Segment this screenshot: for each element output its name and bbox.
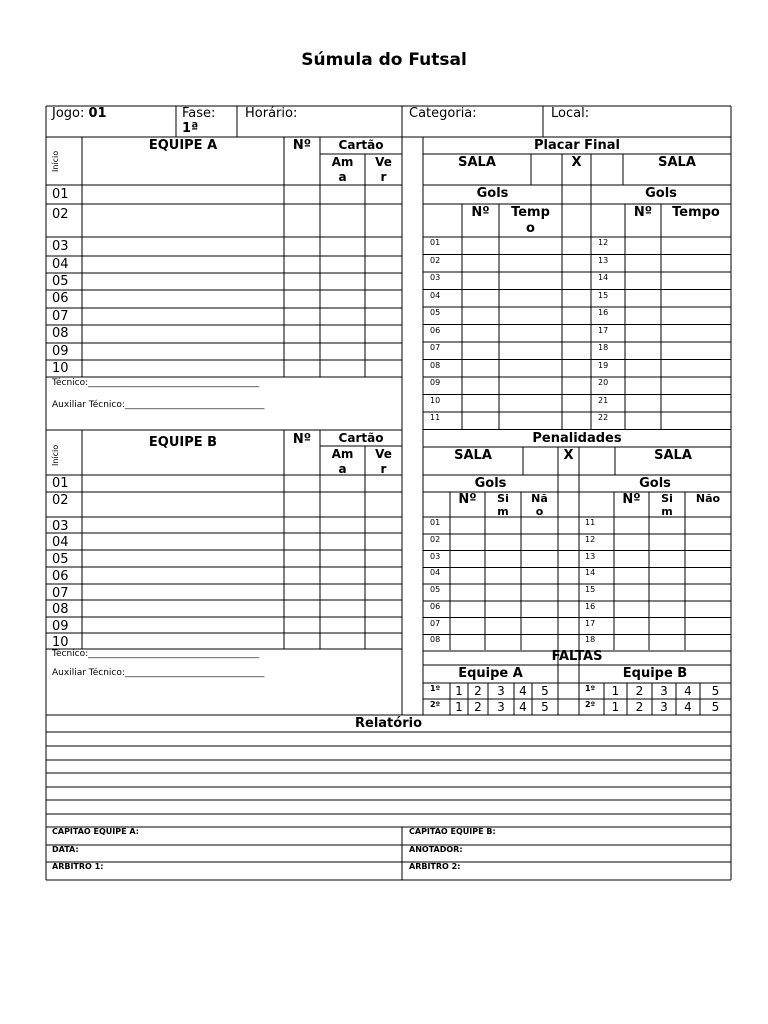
relatorio-title: Relatório	[355, 716, 422, 731]
faltas-box-team-b[interactable]: 3	[660, 684, 668, 698]
team-a-amarelo-header-2: a	[338, 170, 347, 184]
faltas-box-team-a[interactable]: 2	[474, 684, 482, 698]
penalty-row-left: 03	[430, 551, 441, 561]
placar-goal-row-right: 19	[598, 360, 609, 370]
penalty-row-right: 13	[585, 551, 596, 561]
placar-num-header-right: Nº	[633, 205, 653, 220]
placar-goal-row-left: 02	[430, 255, 441, 265]
penalidades-nao-header-left-2: o	[535, 505, 544, 518]
team-a-vermelho-header-2: r	[380, 170, 387, 184]
team-b-name: EQUIPE B	[148, 435, 218, 450]
arbitro-1-field[interactable]: ÁRBITRO 1:	[52, 862, 104, 871]
team-b-inicio-label: Início	[51, 444, 60, 466]
team-a-auxiliar-field[interactable]: Auxiliar Técnico:_______________________________	[52, 400, 265, 410]
team-a-name: EQUIPE A	[148, 138, 218, 153]
faltas-box-team-b[interactable]: 5	[711, 700, 720, 714]
faltas-equipe-b: Equipe B	[622, 666, 688, 681]
penalty-row-left: 04	[430, 568, 441, 578]
placar-goal-row-left: 01	[430, 238, 441, 247]
faltas-box-team-a[interactable]: 3	[497, 684, 505, 698]
team-b-row-number: 04	[52, 535, 69, 550]
categoria-field[interactable]: Categoria:	[409, 106, 477, 121]
penalty-row-left: 08	[430, 635, 441, 645]
faltas-box-team-b[interactable]: 1	[611, 684, 620, 698]
faltas-box-team-a[interactable]: 5	[541, 700, 549, 714]
penalty-row-right: 11	[585, 518, 596, 527]
penalidades-sim-header-left: Si	[497, 492, 509, 505]
team-b-row-number: 10	[52, 635, 69, 650]
placar-goal-row-left: 05	[430, 308, 441, 317]
team-b-vermelho-header-2: r	[380, 462, 387, 476]
penalty-row-right: 14	[585, 568, 596, 578]
placar-goal-row-right: 21	[598, 395, 609, 405]
penalidades-sala-left: SALA	[454, 448, 492, 463]
team-b-row-number: 05	[52, 552, 69, 567]
faltas-box-team-a[interactable]: 4	[519, 684, 527, 698]
faltas-box-team-b[interactable]: 1	[611, 700, 620, 714]
placar-goal-row-left: 07	[430, 343, 441, 352]
penalidades-title: Penalidades	[532, 431, 622, 446]
placar-goal-row-right: 22	[598, 413, 609, 422]
faltas-period-label-b: 2º	[585, 700, 596, 709]
team-b-row-number: 03	[52, 519, 69, 534]
team-a-row-number: 02	[52, 207, 69, 222]
placar-goal-row-right: 13	[598, 255, 609, 265]
team-a-row-number: 08	[52, 326, 69, 341]
faltas-title: FALTAS	[551, 649, 603, 664]
faltas-box-team-a[interactable]: 1	[455, 700, 463, 714]
team-b-num-header: Nº	[292, 432, 312, 447]
horario-field[interactable]: Horário:	[245, 106, 298, 121]
team-a-row-number: 06	[52, 291, 69, 306]
team-b-row-number: 06	[52, 569, 69, 584]
team-a-row-number: 04	[52, 257, 69, 272]
team-a-row-number: 03	[52, 239, 69, 254]
jogo-value: 01	[88, 106, 107, 121]
penalty-row-right: 12	[585, 534, 596, 544]
faltas-box-team-a[interactable]: 3	[497, 700, 505, 714]
team-b-amarelo-header-2: a	[338, 462, 347, 476]
team-a-amarelo-header: Am	[331, 155, 354, 169]
local-field[interactable]: Local:	[551, 106, 590, 121]
placar-goal-row-left: 11	[430, 413, 441, 422]
faltas-box-team-a[interactable]: 2	[474, 700, 482, 714]
team-b-row-number: 01	[52, 476, 69, 491]
jogo-field[interactable]	[52, 107, 107, 120]
team-b-row-number: 07	[52, 586, 69, 601]
team-a-num-header: Nº	[292, 138, 312, 153]
faltas-period-label-a: 1º	[430, 684, 441, 693]
team-b-amarelo-header: Am	[331, 447, 354, 461]
penalidades-gols-right: Gols	[639, 476, 671, 491]
placar-goal-row-left: 10	[430, 395, 441, 405]
penalidades-sala-right: SALA	[654, 448, 692, 463]
placar-goal-row-left: 08	[430, 360, 441, 370]
page-title: Súmula do Futsal	[301, 50, 467, 70]
penalty-row-left: 05	[430, 585, 441, 594]
placar-tempo-header-left: Temp	[511, 205, 550, 220]
penalty-row-right: 15	[585, 585, 596, 594]
team-a-row-number: 09	[52, 344, 69, 359]
team-b-auxiliar-field[interactable]: Auxiliar Técnico:_______________________________	[52, 668, 265, 678]
penalidades-gols-left: Gols	[474, 476, 507, 491]
team-a-inicio-label: Início	[51, 150, 60, 172]
penalty-row-right: 16	[585, 601, 596, 611]
placar-num-header-left: Nº	[471, 205, 490, 220]
team-b-cartao-header: Cartão	[338, 431, 384, 445]
placar-goal-row-right: 15	[598, 290, 609, 300]
penalidades-nao-header-left: Nã	[531, 492, 548, 505]
penalidades-x: X	[563, 448, 574, 463]
penalidades-sim-header-right-2: m	[661, 505, 673, 518]
penalty-row-left: 06	[430, 601, 441, 611]
penalidades-nao-header-right: Não	[695, 492, 721, 505]
team-a-row-number: 05	[52, 274, 69, 289]
data-field[interactable]: DATA:	[52, 845, 79, 854]
faltas-box-team-a[interactable]: 1	[455, 684, 463, 698]
penalidades-sim-header-left-2: m	[497, 505, 509, 518]
faltas-box-team-b[interactable]: 2	[635, 700, 644, 714]
penalty-row-left: 01	[430, 518, 441, 527]
placar-goal-row-right: 12	[598, 238, 609, 247]
penalidades-num-header-right: Nº	[622, 492, 641, 507]
team-b-row-number: 08	[52, 602, 69, 617]
penalty-row-left: 02	[430, 534, 441, 544]
placar-goal-row-left: 03	[430, 273, 441, 282]
team-b-row-number: 02	[52, 493, 69, 508]
jogo-label: Jogo:	[52, 106, 85, 121]
placar-sala-right: SALA	[658, 155, 696, 170]
faltas-period-label-b: 1º	[585, 684, 596, 693]
team-a-row-number: 01	[52, 187, 69, 202]
team-a-row-number: 07	[52, 309, 69, 324]
penalidades-num-header-left: Nº	[458, 492, 477, 507]
placar-goal-row-right: 18	[598, 343, 609, 352]
faltas-box-team-a[interactable]: 4	[519, 700, 527, 714]
capitao-b-field[interactable]: CAPITÃO EQUIPE B:	[409, 827, 496, 836]
placar-x: X	[571, 155, 582, 170]
placar-goal-row-right: 16	[598, 308, 609, 317]
faltas-box-team-b[interactable]: 5	[711, 684, 720, 698]
faltas-period-label-a: 2º	[430, 700, 441, 709]
placar-goal-row-right: 20	[598, 378, 609, 387]
faltas-box-team-a[interactable]: 5	[541, 684, 549, 698]
faltas-box-team-b[interactable]: 4	[684, 700, 692, 714]
team-a-tecnico-field[interactable]: Técnico:______________________________________	[52, 378, 260, 388]
arbitro-2-field[interactable]: ÁRBITRO 2:	[409, 862, 461, 871]
placar-goal-row-left: 04	[430, 290, 441, 300]
placar-gols-left: Gols	[476, 186, 509, 201]
placar-final-title: Placar Final	[534, 138, 620, 153]
placar-goal-row-right: 17	[598, 325, 609, 335]
penalty-row-left: 07	[430, 618, 441, 628]
team-b-tecnico-field[interactable]: Técnico:______________________________________	[52, 649, 260, 659]
placar-tempo-header-left-2: o	[526, 221, 535, 236]
placar-goal-row-left: 09	[430, 378, 441, 387]
penalty-row-right: 17	[585, 618, 596, 628]
team-b-vermelho-header: Ve	[375, 447, 392, 461]
anotador-field[interactable]: ANOTADOR:	[409, 845, 463, 854]
team-a-vermelho-header: Ve	[375, 155, 392, 169]
placar-gols-right: Gols	[645, 186, 677, 201]
placar-goal-row-left: 06	[430, 325, 441, 335]
placar-sala-left: SALA	[458, 155, 496, 170]
faltas-box-team-b[interactable]: 2	[635, 684, 644, 698]
placar-tempo-header-right: Tempo	[672, 205, 720, 220]
placar-goal-row-right: 14	[598, 273, 609, 282]
faltas-equipe-a: Equipe A	[458, 666, 523, 681]
team-a-row-number: 10	[52, 361, 69, 376]
faltas-box-team-b[interactable]: 3	[660, 700, 668, 714]
faltas-box-team-b[interactable]: 4	[684, 684, 692, 698]
capitao-a-field[interactable]: CAPITÃO EQUIPE A:	[52, 827, 139, 836]
penalidades-sim-header-right: Si	[661, 492, 673, 505]
penalty-row-right: 18	[585, 635, 596, 645]
team-b-row-number: 09	[52, 619, 69, 634]
team-a-cartao-header: Cartão	[338, 138, 384, 152]
fase-value[interactable]: 1ª	[182, 121, 199, 136]
fase-label: Fase:	[182, 106, 216, 121]
